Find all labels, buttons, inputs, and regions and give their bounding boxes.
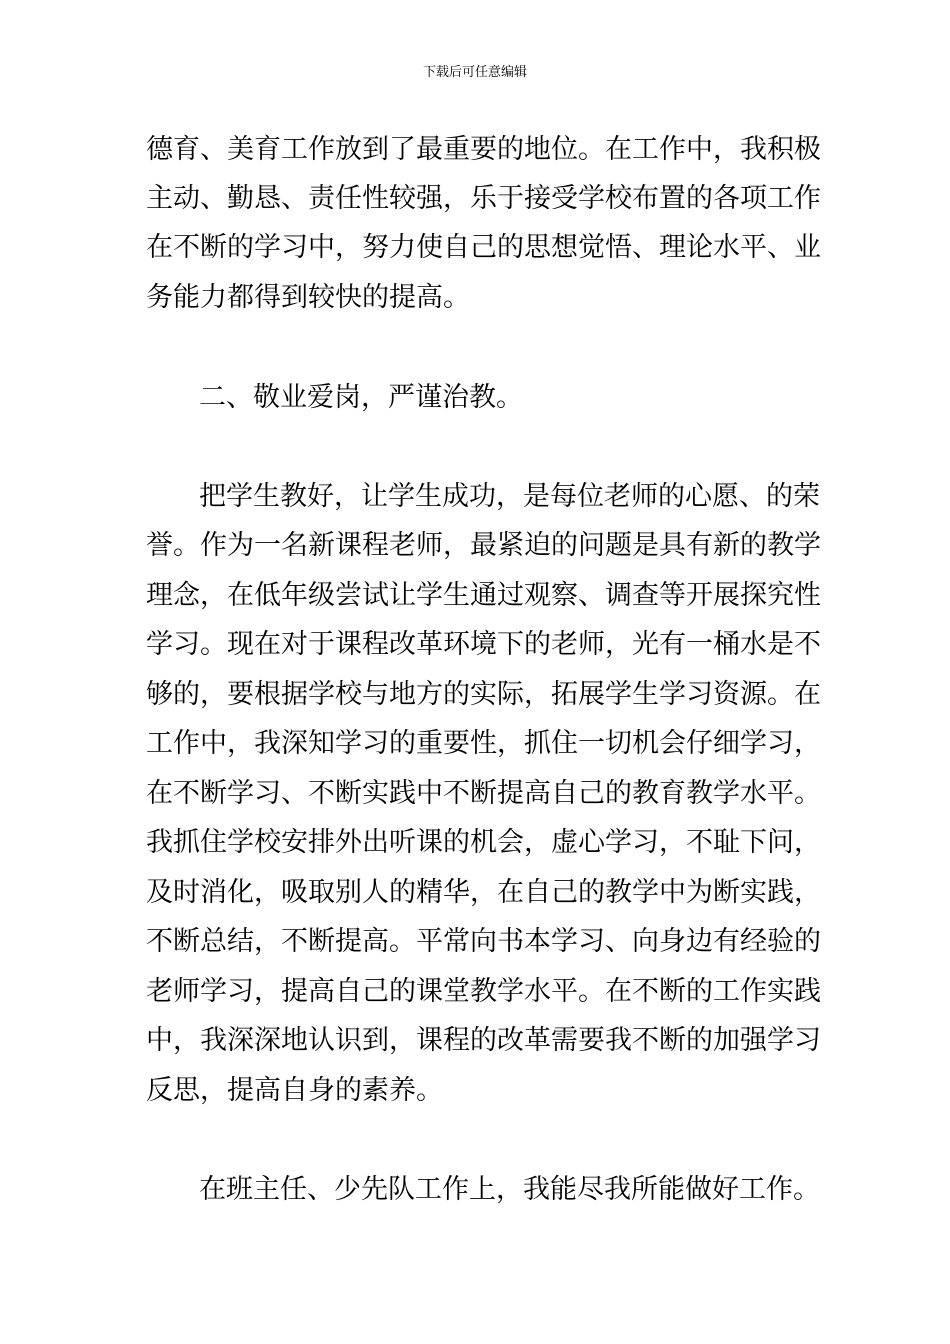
paragraph-2-line-6: 工作中，我深知学习的重要性，抓住一切机会仔细学习，	[146, 728, 821, 759]
paragraph-2-line-1: 把学生教好，让学生成功，是每位老师的心愿、的荣	[199, 481, 820, 512]
paragraph-2-line-9: 及时消化，吸取别人的精华，在自己的教学中为断实践，	[146, 877, 821, 908]
paragraph-1-line-4: 务能力都得到较快的提高。	[146, 282, 470, 313]
paragraph-3-line-1: 在班主任、少先队工作上，我能尽我所能做好工作。	[199, 1174, 820, 1205]
paragraph-1-line-1: 德育、美育工作放到了最重要的地位。在工作中，我积极	[146, 134, 821, 165]
paragraph-2-line-10: 不断总结，不断提高。平常向书本学习、向身边有经验的	[146, 926, 821, 957]
paragraph-2-line-5: 够的，要根据学校与地方的实际，拓展学生学习资源。在	[146, 679, 821, 710]
paragraph-1-line-3: 在不断的学习中，努力使自己的思想觉悟、理论水平、业	[146, 232, 821, 263]
section-heading: 二、敬业爱岗，严谨治教。	[199, 382, 523, 413]
paragraph-2-line-8: 我抓住学校安排外出听课的机会，虚心学习，不耻下问，	[146, 827, 821, 858]
paragraph-2-line-11: 老师学习，提高自己的课堂教学水平。在不断的工作实践	[146, 976, 821, 1007]
paragraph-1-line-2: 主动、勤恳、责任性较强，乐于接受学校布置的各项工作	[146, 183, 821, 214]
paragraph-2-line-4: 学习。现在对于课程改革环境下的老师，光有一桶水是不	[146, 629, 821, 660]
paragraph-2-line-3: 理念，在低年级尝试让学生通过观察、调查等开展探究性	[146, 580, 821, 611]
paragraph-2-line-12: 中，我深深地认识到，课程的改革需要我不断的加强学习	[146, 1025, 821, 1056]
page-header-note: 下载后可任意编辑	[422, 65, 527, 80]
paragraph-2-line-2: 誉。作为一名新课程老师，最紧迫的问题是具有新的教学	[146, 530, 821, 561]
paragraph-2-line-7: 在不断学习、不断实践中不断提高自己的教育教学水平。	[146, 778, 821, 809]
paragraph-2-line-13: 反思，提高自身的素养。	[146, 1075, 443, 1106]
